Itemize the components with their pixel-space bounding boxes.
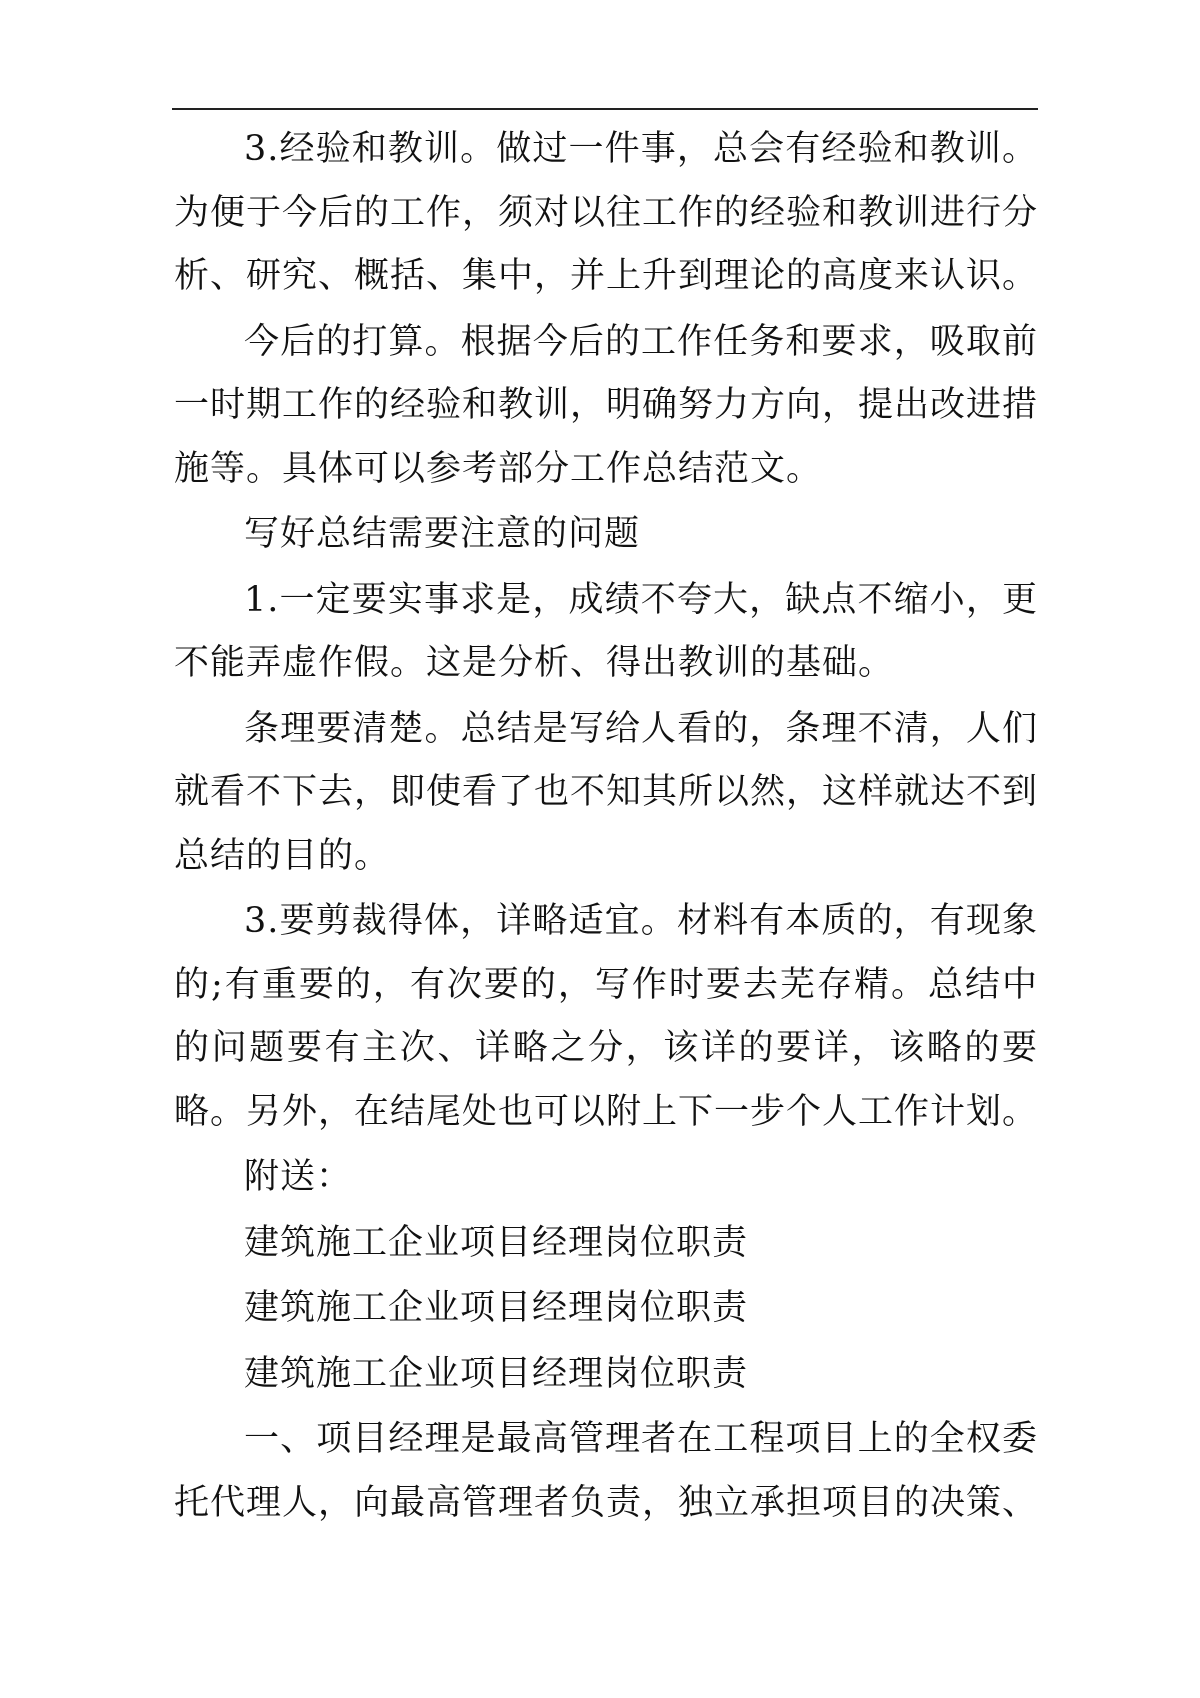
paragraph-experience-lessons: 3.经验和教训。做过一件事，总会有经验和教训。为便于今后的工作，须对以往工作的经验和教训进行分析、研究、概括、集中，并上升到理论的高度来认识。 [174, 129, 1039, 296]
paragraph-future-plans: 今后的打算。根据今后的工作任务和要求，吸取前一时期工作的经验和教训，明确努力方向，提出改进措施等。具体可以参考部分工作总结范文。 [174, 321, 1039, 489]
paragraph-clear-structure: 条理要清楚。总结是写给人看的，条理不清，人们就看不下去，即使看了也不知其所以然，这样就达不到总结的目的。 [174, 708, 1039, 876]
header-rule [172, 108, 1038, 110]
appendix-title-2: 建筑施工企业项目经理岗位职责 [244, 1288, 749, 1328]
appendix-title-3: 建筑施工企业项目经理岗位职责 [244, 1353, 749, 1394]
label-appendix: 附送： [244, 1157, 353, 1197]
document-body [174, 118, 1038, 1537]
appendix-title-1: 建筑施工企业项目经理岗位职责 [244, 1222, 749, 1263]
paragraph-project-manager-duty: 一、项目经理是最高管理者在工程项目上的全权委托代理人，向最高管理者负责，独立承担项目的决策、 [174, 1419, 1039, 1523]
paragraph-seek-truth: 1.一定要实事求是，成绩不夸大，缺点不缩小，更不能弄虚作假。这是分析、得出教训的基础。 [174, 579, 1038, 683]
paragraph-tailoring: 3.要剪裁得体，详略适宜。材料有本质的，有现象的;有重要的，有次要的，写作时要去芜存精。总结中的问题要有主次、详略之分，该详的要详，该略的要略。另外，在结尾处也可以附上下一步个人工作计划。 [174, 901, 1039, 1132]
section-heading-notes: 写好总结需要注意的问题 [244, 514, 641, 554]
